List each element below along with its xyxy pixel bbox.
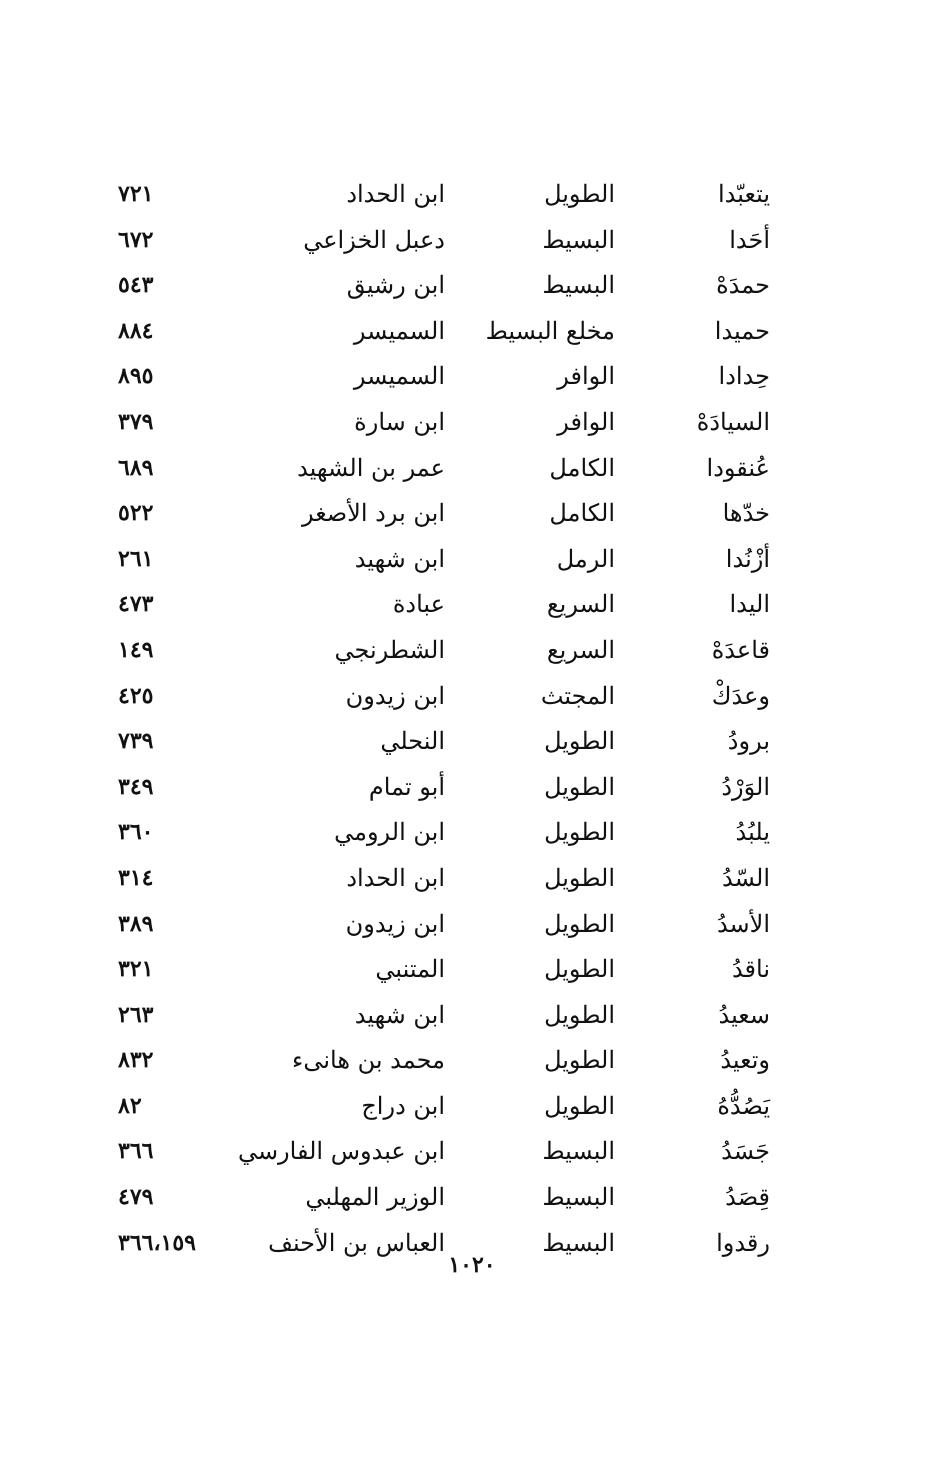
index-row xyxy=(100,902,790,948)
rhyme-word: السّدُ xyxy=(722,863,770,892)
poet-name: ابن دراج xyxy=(361,1091,445,1120)
poetic-meter: الطويل xyxy=(544,180,615,208)
index-row xyxy=(100,674,790,720)
page-references: ٧٣٩ xyxy=(118,728,154,755)
index-row xyxy=(100,947,790,993)
index-row xyxy=(100,263,790,309)
index-row xyxy=(100,172,790,218)
page-references: ٧٢١ xyxy=(118,181,154,207)
poetic-meter: الرمل xyxy=(556,544,615,573)
poetic-meter: الكامل xyxy=(549,499,615,528)
poetic-meter: الطويل xyxy=(544,727,615,756)
rhyme-word: يتعبّدا xyxy=(717,180,770,208)
index-row xyxy=(100,628,790,674)
poetic-meter: الطويل xyxy=(544,1000,615,1029)
poetic-meter: الطويل xyxy=(544,1091,615,1120)
index-row xyxy=(100,810,790,856)
page-number: ١٠٢٠ xyxy=(448,1252,496,1278)
poet-name: ابن برد الأصغر xyxy=(301,499,445,528)
index-row xyxy=(100,856,790,902)
rhyme-word: اليدا xyxy=(729,590,770,619)
poet-name: ابن سارة xyxy=(354,407,445,436)
poet-name: العباس بن الأحنف xyxy=(268,1228,445,1257)
poetic-meter: البسيط xyxy=(542,225,615,254)
poetic-meter: الطويل xyxy=(544,1046,615,1075)
poetic-meter: الطويل xyxy=(544,955,615,984)
page-references: ٢٦٣ xyxy=(118,1001,154,1028)
poetic-meter: البسيط xyxy=(542,1228,615,1257)
poetic-meter: الكامل xyxy=(549,453,615,482)
poet-name: دعبل الخزاعي xyxy=(303,225,445,254)
page-references: ٦٧٢ xyxy=(118,226,154,253)
poet-name: ابن شهيد xyxy=(354,1000,445,1029)
index-row xyxy=(100,309,790,355)
poet-name: ابن شهيد xyxy=(354,544,445,573)
rhyme-word: السيادَهْ xyxy=(696,407,770,436)
rhyme-word: الأسدُ xyxy=(716,909,770,938)
rhyme-word: قِصَدُ xyxy=(725,1183,770,1212)
index-row xyxy=(100,765,790,811)
poetic-meter: الطويل xyxy=(544,818,615,847)
index-row xyxy=(100,1175,790,1221)
poet-name: ابن الحداد xyxy=(346,863,445,892)
rhyme-word: برودُ xyxy=(727,727,770,756)
poetic-meter: السريع xyxy=(546,590,615,619)
index-row xyxy=(100,1129,790,1175)
poetic-meter: البسيط xyxy=(542,271,615,300)
rhyme-word: رقدوا xyxy=(716,1228,770,1257)
page-references: ٣٦٠ xyxy=(118,819,154,846)
poetic-meter: المجتث xyxy=(540,681,615,710)
page-references: ٣٨٩ xyxy=(118,910,154,937)
poetic-meter: الطويل xyxy=(544,909,615,938)
poet-name: أبو تمام xyxy=(368,772,445,801)
rhyme-word: حميدا xyxy=(714,316,770,345)
page-references: ٨٨٤ xyxy=(118,317,154,344)
rhyme-word: أزْنُدا xyxy=(725,544,770,573)
index-row xyxy=(100,218,790,264)
index-row xyxy=(100,1084,790,1130)
poet-name: الوزير المهلبي xyxy=(305,1183,445,1212)
poetic-meter: البسيط xyxy=(542,1137,615,1166)
rhyme-word: حمدَهْ xyxy=(716,271,770,300)
poet-name: عبادة xyxy=(392,590,445,619)
poetic-meter: الطويل xyxy=(544,772,615,801)
page-references: ٣٤٩ xyxy=(118,773,154,800)
rhyme-index-table xyxy=(100,172,790,1266)
poet-name: ابن رشيق xyxy=(346,271,445,300)
page-references: ٨٢ xyxy=(118,1092,142,1119)
page-references: ١٤٩ xyxy=(118,636,154,663)
page-references: ٤٧٩ xyxy=(118,1184,154,1211)
rhyme-word: خدّها xyxy=(722,499,770,528)
poet-name: ابن الرومي xyxy=(334,818,445,847)
rhyme-word: عُنقودا xyxy=(706,453,770,482)
rhyme-word: وتعيدُ xyxy=(720,1046,770,1075)
poetic-meter: الوافر xyxy=(557,362,615,391)
index-row xyxy=(100,491,790,537)
poet-name: المتنبي xyxy=(375,955,445,984)
poet-name: محمد بن هانىء xyxy=(292,1046,445,1075)
rhyme-word: سعيدُ xyxy=(718,1000,770,1029)
rhyme-word: ناقدُ xyxy=(731,955,770,984)
poetic-meter: البسيط xyxy=(542,1183,615,1212)
page-references: ٥٢٢ xyxy=(118,500,154,527)
index-row xyxy=(100,719,790,765)
poet-name: ابن زيدون xyxy=(345,681,445,710)
poet-name: ابن الحداد xyxy=(346,180,445,208)
index-row xyxy=(100,993,790,1039)
page-references: ٤٢٥ xyxy=(118,682,154,709)
index-row xyxy=(100,354,790,400)
page-references: ٥٤٣ xyxy=(118,272,154,299)
index-row xyxy=(100,537,790,583)
page-references: ٣٦٦ xyxy=(118,1138,154,1165)
poet-name: السميسر xyxy=(353,362,445,391)
poet-name: ابن عبدوس الفارسي xyxy=(237,1137,445,1166)
poet-name: عمر بن الشهيد xyxy=(297,453,445,482)
index-row xyxy=(100,582,790,628)
poetic-meter: السريع xyxy=(546,635,615,664)
rhyme-word: الوَرْدُ xyxy=(721,772,770,801)
poetic-meter: الوافر xyxy=(557,407,615,436)
page-references: ٣٢١ xyxy=(118,956,154,983)
poetic-meter: مخلع البسيط xyxy=(485,316,615,345)
rhyme-word: حِدادا xyxy=(718,362,770,391)
index-row xyxy=(100,446,790,492)
rhyme-word: يلبُدُ xyxy=(735,818,770,847)
page-references: ٣١٤ xyxy=(118,864,154,891)
poetic-meter: الطويل xyxy=(544,863,615,892)
page-references: ٣٦٦،١٥٩ xyxy=(118,1229,196,1256)
page-references: ٣٧٩ xyxy=(118,408,154,435)
poet-name: السميسر xyxy=(353,316,445,345)
poet-name: النحلي xyxy=(380,727,445,756)
poet-name: ابن زيدون xyxy=(345,909,445,938)
poet-name: الشطرنجي xyxy=(334,635,445,664)
rhyme-word: أحَدا xyxy=(729,225,770,254)
page-references: ٢٦١ xyxy=(118,545,154,572)
page-references: ٦٨٩ xyxy=(118,454,154,481)
rhyme-word: جَسَدُ xyxy=(721,1137,770,1166)
page-references: ٤٧٣ xyxy=(118,591,154,618)
index-row xyxy=(100,400,790,446)
rhyme-word: يَصُدُّهُ xyxy=(717,1091,770,1120)
page-references: ٨٣٢ xyxy=(118,1047,154,1074)
rhyme-word: وعدَكْ xyxy=(711,681,770,710)
rhyme-word: قاعدَهْ xyxy=(711,635,770,664)
index-row xyxy=(100,1038,790,1084)
page-references: ٨٩٥ xyxy=(118,363,154,390)
